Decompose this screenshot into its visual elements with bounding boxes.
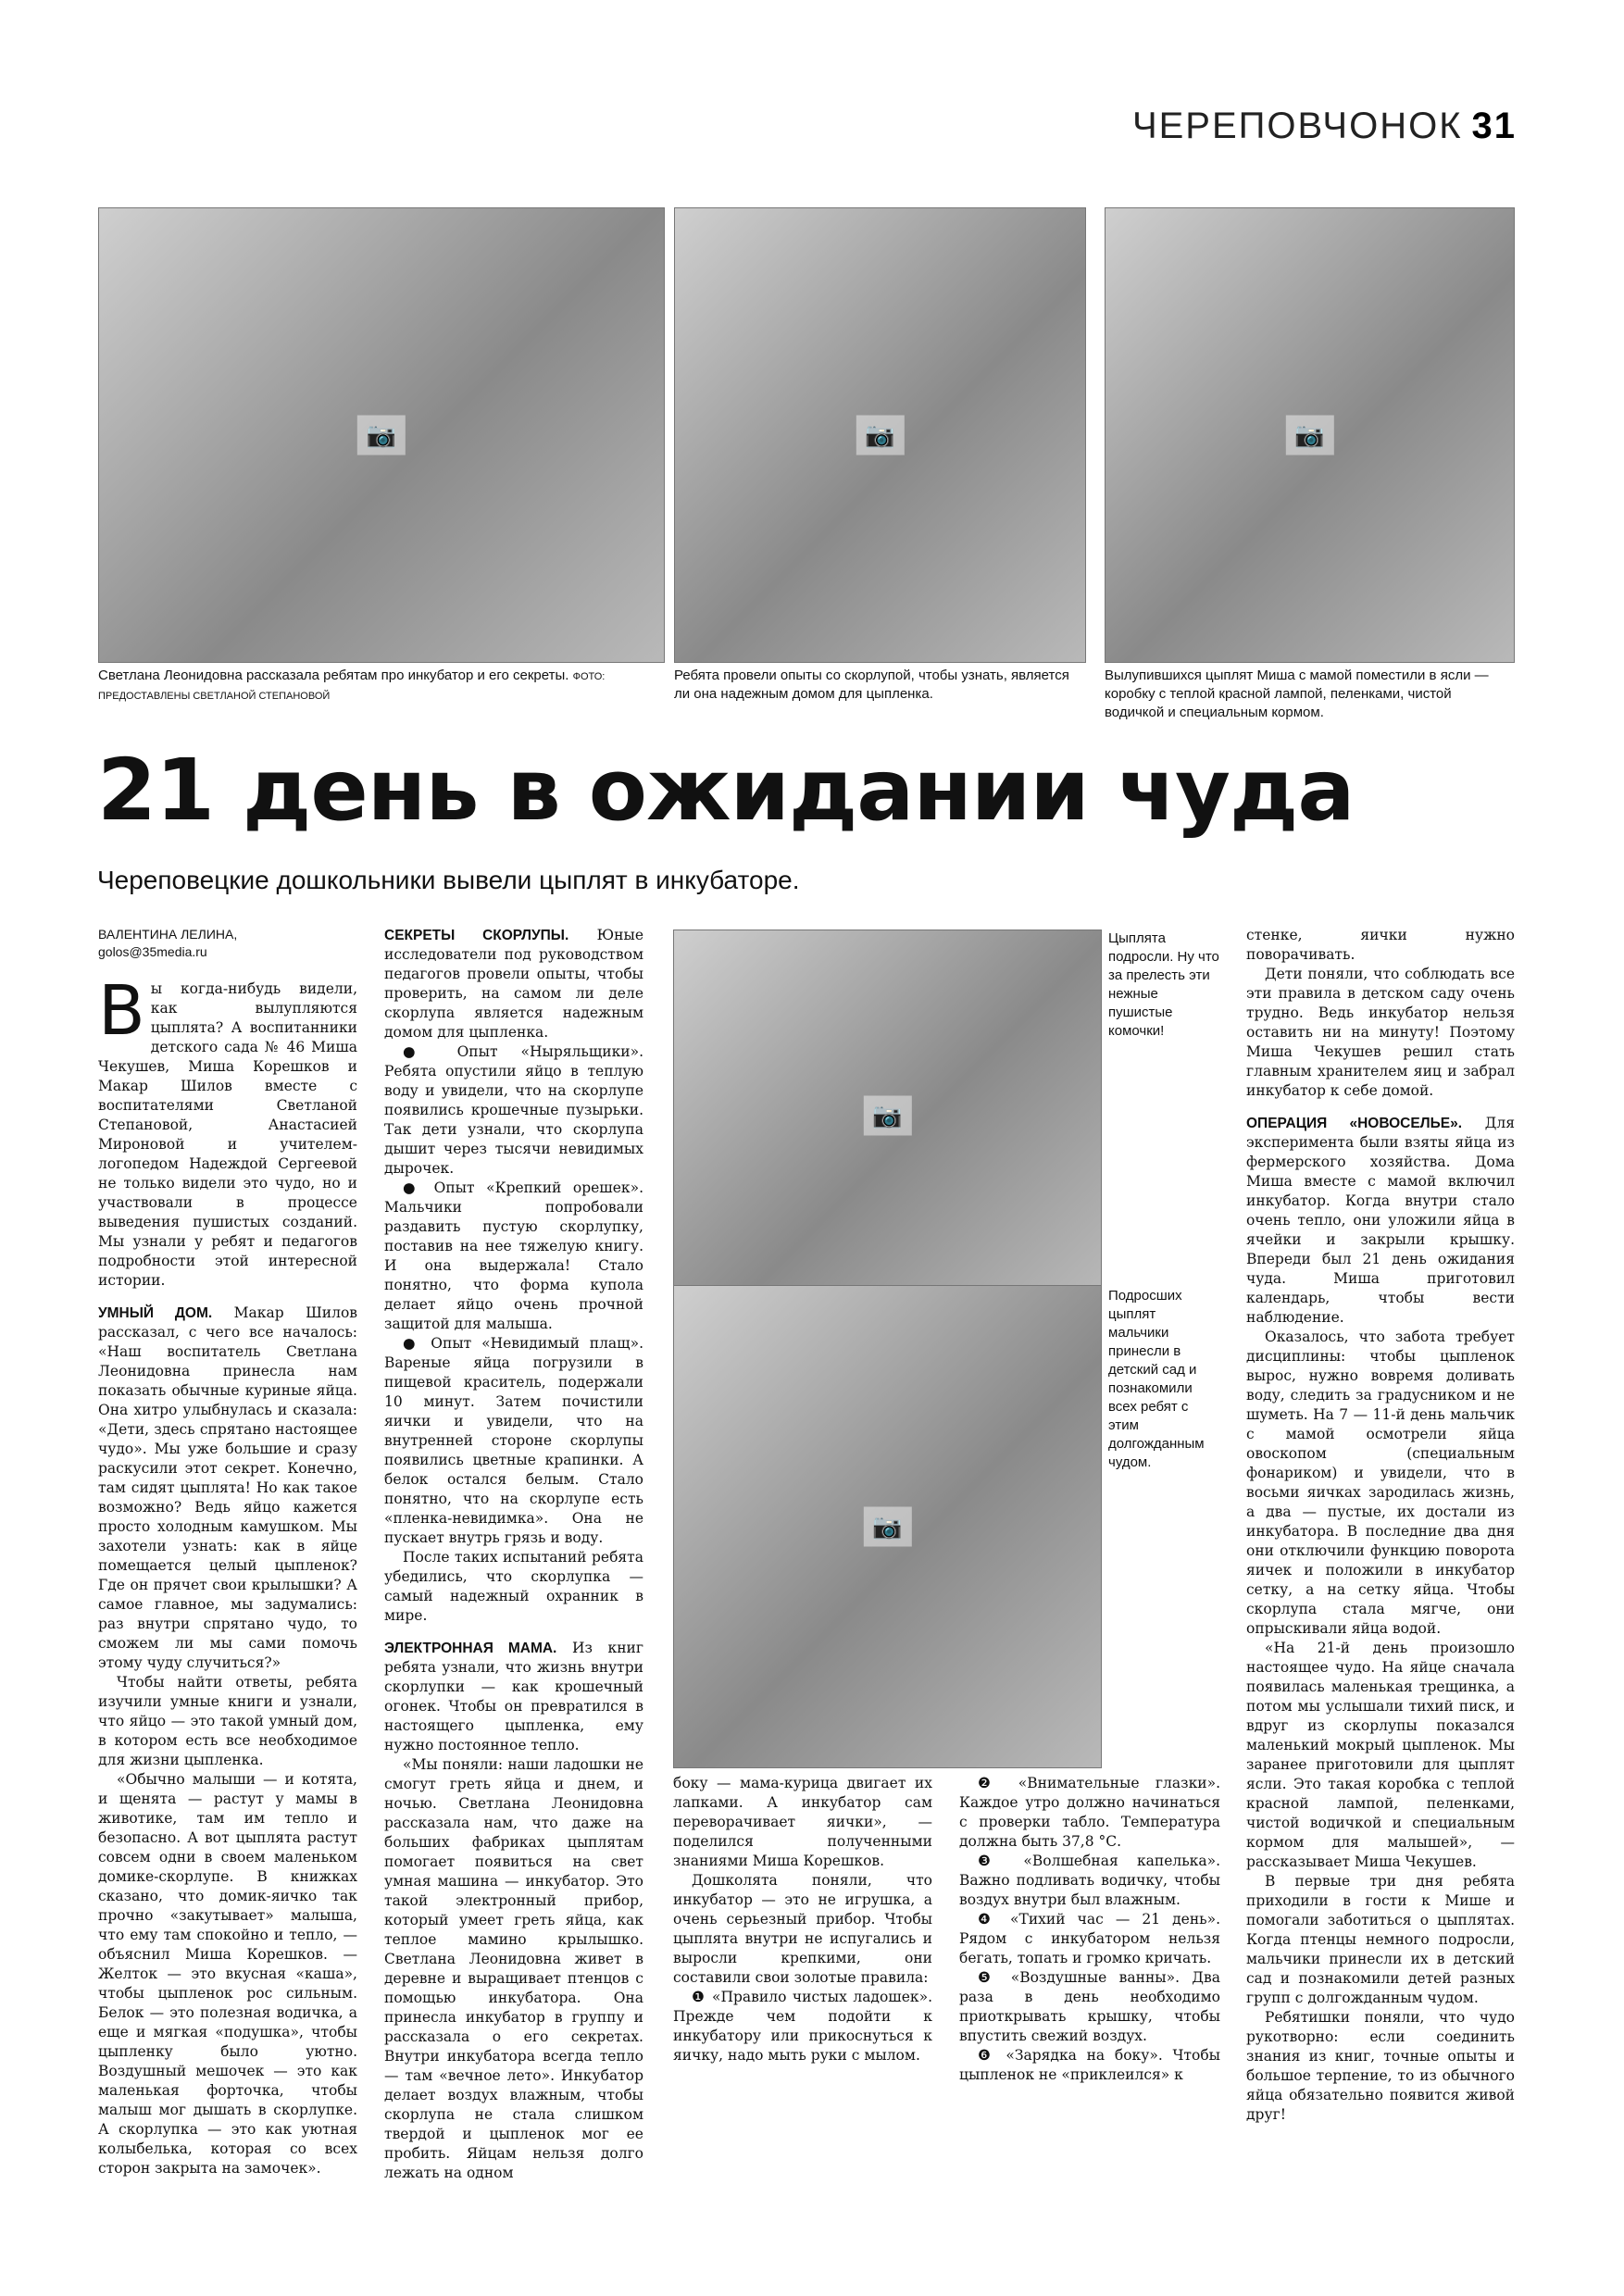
author-email: golos@35media.ru — [98, 944, 207, 959]
column-4 — [959, 1774, 1220, 2085]
paragraph: Ребятишки поняли, что чудо рукотворно: если соединить знания из книг, точные опыты и большое терпение, то из обычного яйца обязательно появится живой друг! — [1246, 2009, 1515, 2123]
author-name: ВАЛЕНТИНА ЛЕЛИНА, — [98, 927, 238, 942]
subheading-shell-secrets: СЕКРЕТЫ СКОРЛУПЫ. — [384, 928, 569, 943]
subheading-electronic-mom: ЭЛЕКТРОННАЯ МАМА. — [384, 1641, 557, 1656]
paragraph: стенке, яички нужно поворачивать. — [1246, 927, 1515, 963]
caption-photo-4: Цыплята подросли. Ну что за прелесть эти нежные пушистые комочки! — [1108, 930, 1219, 1039]
column-5 — [1246, 926, 1515, 2125]
experiment-item: ● Опыт «Невидимый плащ». Вареные яйца погрузили в пищевой краситель, подержали 10 минут. Затем почистили яички и увидели, что на внутренней стороне скорлупы появились цветные крапинки. А белок остался белым. Стало понятно, что на скорлупе есть «пленка-невидимка». Она не пускает внутрь грязь и воду. — [384, 1335, 643, 1546]
photo-boys-with-chick: 📷 — [673, 1285, 1102, 1768]
paragraph: После таких испытаний ребята убедились, что скорлупка — самый надежный охранник в мире. — [384, 1549, 643, 1624]
photo-shell-experiment: 📷 — [674, 207, 1086, 663]
paragraph: Дети поняли, что соблюдать все эти правила в детском саду очень трудно. Ведь инкубатор нельзя оставить ни на минуту! Поэтому Миша Чекушев решил стать главным хранителем яиц и забрал инкубатор к себе домой. — [1246, 966, 1515, 1099]
paragraph: Оказалось, что забота требует дисциплины: чтобы цыпленок вырос, нужно вовремя доливать воду, следить за градусником и не шуметь. На 7 — 11-й день мальчик с мамой осмотрели яйца овоскопом (специальным фонариком) и увидели, что в восьми яичках зародилась жизнь, а два — пустые, их достали из инкубатора. В последние два дня они отключили функцию поворота яичек и положили в инкубатор сетку, а на сетку яйца. Чтобы скорлупа стала мягче, они опрыскивали яйца водой. — [1246, 1329, 1515, 1637]
lead-paragraph: Вы когда-нибудь видели, как вылупляются цыплята? А воспитанники детского сада № 46 Миша Чекушев, Миша Корешков и Макар Шилов вместе с воспитателями Светланой Степановой, Анастасией Мироновой и учителем-логопедом Надеждой Сергеевой не только видели это чудо, но и участвовали в процессе выведения пушистых созданий. Мы узнали у ребят и педагогов подробности этой интересной истории. — [98, 971, 357, 1289]
photo-credit: ФОТО: ПРЕДОСТАВЛЕНЫ СВЕТЛАНОЙ СТЕПАНОВОЙ — [98, 671, 606, 702]
rule-item: ❺ «Воздушные ванны». Два раза в день необходимо приоткрывать крышку, чтобы впустить свежий воздух. — [959, 1969, 1220, 2044]
byline — [98, 926, 357, 961]
paragraph: «На 21-й день произошло настоящее чудо. На яйце сначала появилась маленькая трещинка, а потом мы услышали тихий писк, и вдруг из скорлупы показался маленький мокрый цыпленок. Мы заранее приготовили для цыплят ясли. Это такая коробка с теплой красной лампой, пеленками, чистой водичкой и специальным кормом для малышей», — рассказывает Миша Чекушев. — [1246, 1640, 1515, 1870]
page-header — [1132, 106, 1517, 147]
paragraph: В первые три дня ребята приходили в гости к Мише и помогали заботиться о цыплятах. Когда птенцы немного подросли, мальчики принесли их в детский сад и познакомили детей разных групп с долгожданным чудом. — [1246, 1873, 1515, 2006]
paragraph: СЕКРЕТЫ СКОРЛУПЫ. Юные исследователи под руководством педагогов провели опыты, чтобы проверить, на самом ли деле скорлупа является надежным домом для цыпленка. — [384, 927, 643, 1041]
drop-cap: В — [98, 971, 145, 1051]
article-headline: 21 день в ожидании чуда — [97, 741, 1355, 840]
page-number: 31 — [1471, 106, 1517, 146]
subheading-smart-house: УМНЫЙ ДОМ. — [98, 1305, 213, 1321]
experiment-item: ● Опыт «Ныряльщики». Ребята опустили яйцо в теплую воду и увидели, что на скорлупе появились крошечные пузырьки. Так дети узнали, что скорлупа дышит через тысячи невидимых дырочек. — [384, 1043, 643, 1177]
rule-item: ❷ «Внимательные глазки». Каждое утро должно начинаться с проверки табло. Температура должна быть 37,8 °С. — [959, 1775, 1220, 1850]
paragraph: ЭЛЕКТРОННАЯ МАМА. Из книг ребята узнали, что жизнь внутри скорлупки — как крошечный огонек. Чтобы он превратился в настоящего цыпленка, ему нужно постоянное тепло. — [384, 1640, 644, 1753]
caption-photo-5: Подросших цыплят мальчики принесли в детский сад и познакомили всех ребят с этим долгожданным чудом. — [1108, 1288, 1205, 1470]
rule-item: ❹ «Тихий час — 21 день». Рядом с инкубатором нельзя бегать, топать и громко кричать. — [959, 1911, 1220, 1966]
section-title: ЧЕРЕПОВЧОНОК — [1131, 106, 1463, 146]
paragraph: Дошколята поняли, что инкубатор — это не игрушка, а очень серьезный прибор. Чтобы цыплята внутри не испугались и выросли крепкими, они составили свои золотые правила: — [673, 1872, 932, 1986]
caption-photo-2: Ребята провели опыты со скорлупой, чтобы узнать, является ли она надежным домом для цыпленка. — [674, 668, 1069, 702]
caption-photo-1: Светлана Леонидовна рассказала ребятам про инкубатор и его секреты. ФОТО: ПРЕДОСТАВЛЕНЫ СВЕТЛАНОЙ СТЕПАНОВОЙ — [98, 668, 606, 702]
column-3 — [673, 1774, 932, 2065]
paragraph: «Обычно малыши — и котята, и щенята — растут у мамы в животике, там им тепло и безопасно. А вот цыплята растут совсем одни в своем маленьком домике-скорлупе. В книжках сказано, что домик-яичко так прочно «закутывает» малыша, что ему там спокойно и тепло, — объяснил Миша Корешков. — Желток — это вкусная «каша», чтобы цыпленок рос сильным. Белок — это полезная водичка, а еще и мягкая «подушка», чтобы цыпленку было уютно. Воздушный мешочек — это как маленькая форточка, чтобы малыш мог дышать в скорлупке. А скорлупка — это как уютная колыбелька, которая со всех сторон закрыта на замочек». — [98, 1771, 357, 2177]
paragraph: «Мы поняли: наши ладошки не смогут греть яйца и днем, и ночью. Светлана Леонидовна рассказала нам, что даже на больших фабриках цыплятам помогает появиться на свет умная машина — инкубатор. Это такой электронный прибор, который умеет греть яйца, как теплое мамино крылышко. Светлана Леонидовна живет в деревне и выращивает птенцов с помощью инкубатора. Она принесла инкубатор в группу и рассказала о его секретах. Внутри инкубатора всегда тепло — там «вечное лето». Инкубатор делает воздух влажным, чтобы скорлупа не стала слишком твердой и цыпленок мог ее пробить. Яйцам нельзя долго лежать на одном — [384, 1756, 643, 2181]
paragraph: ОПЕРАЦИЯ «НОВОСЕЛЬЕ». Для эксперимента были взяты яйца из фермерского хозяйства. Дома Миша вместе с мамой включил инкубатор. Когда внутри стало очень тепло, они уложили яйца в ячейки и закрыли крышку. Впереди был 21 день ожидания чуда. Миша приготовил календарь, чтобы вести наблюдение. — [1246, 1115, 1515, 1326]
rule-item: ❻ «Зарядка на боку». Чтобы цыпленок не «приклеился» к — [959, 2047, 1220, 2083]
photo-chicks-box: 📷 — [1105, 207, 1515, 663]
paragraph: Чтобы найти ответы, ребята изучили умные книги и узнали, что яйцо — это такой умный дом, в котором есть все необходимое для жизни цыпленка. — [98, 1674, 357, 1768]
subheading-housewarming: ОПЕРАЦИЯ «НОВОСЕЛЬЕ». — [1246, 1116, 1462, 1131]
photo-teacher-incubator: 📷 — [98, 207, 665, 663]
column-1 — [98, 926, 357, 2178]
article-subheadline: Череповецкие дошкольники вывели цыплят в инкубаторе. — [97, 866, 800, 894]
experiment-item: ● Опыт «Крепкий орешек». Мальчики попробовали раздавить пустую скорлупку, поставив на нее тяжелую книгу. И она выдержала! Стало понятно, что форма купола делает яйцо очень прочной защитой для малыша. — [384, 1179, 643, 1332]
rule-item: ❸ «Волшебная капелька». Важно подливать водичку, чтобы воздух внутри был влажным. — [959, 1853, 1220, 1908]
paragraph: УМНЫЙ ДОМ. Макар Шилов рассказал, с чего все началось: «Наш воспитатель Светлана Леонидовна принесла нам показать обычные куриные яйца. Она хитро улыбнулась и сказала: «Дети, здесь спрятано настоящее чудо». Мы уже большие и сразу раскусили этот секрет. Конечно, там сидят цыплята! Но как такое возможно? Ведь яйцо кажется просто холодным камушком. Мы захотели узнать: как в яйце помещается целый цыпленок? Где он прячет свои крылышки? А самое главное, мы задумались: раз внутри спрятано чудо, то сможем ли мы сами помочь этому чуду случиться?» — [98, 1304, 357, 1671]
rule-item: ❶ «Правило чистых ладошек». Прежде чем подойти к инкубатору или прикоснуться к яичку, надо мыть руки с мылом. — [673, 1989, 932, 2064]
column-2 — [384, 926, 643, 2183]
paragraph: боку — мама-курица двигает их лапками. А инкубатор сам переворачивает яички», — поделился полученными знаниями Миша Корешков. — [673, 1775, 932, 1869]
caption-photo-3: Вылупившихся цыплят Миша с мамой поместили в ясли — коробку с теплой красной лампой, пеленками, чистой водичкой и специальным кормом. — [1105, 668, 1489, 720]
photo-grown-chicks: 📷 — [673, 930, 1102, 1302]
